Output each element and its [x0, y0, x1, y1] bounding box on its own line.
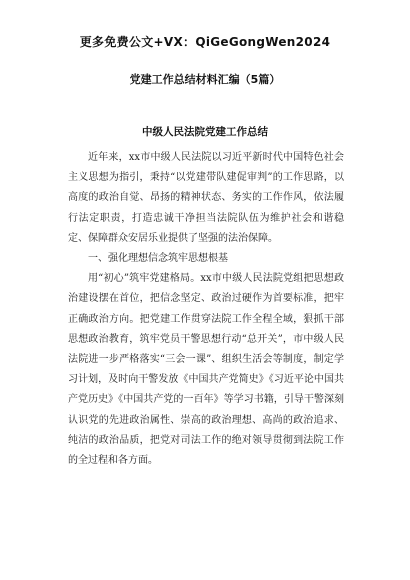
paragraph-section-1: 用“初心”筑牢党建格局。xx市中级人民法院党组把思想政治建设摆在首位，把信念坚定、政治过硬作为首要标准，把牢正确政治方向。把党建工作贯穿法院工作全程全域，狠抓干部思想政治教育，筑牢党员干警思想行动“总开关”，市中级人民法院进一步严格落实“三会一课”、组织生活会等制度，制定学习计划，及时向干警发放《中国共产党简史》《习近平论中国共产党历史》《中国共产党的一百年》等学习书籍，引导干警深刻认识党的先进政治属性、崇高的政治理想、高尚的政治追求、纯洁的政治品质，把党对司法工作的绝对领导贯彻到法院工作的全过程和各方面。 [68, 273, 344, 467]
article-body [68, 148, 344, 471]
section-heading-1: 一、强化理想信念筑牢思想根基 [88, 253, 228, 265]
promo-watermark: 更多免费公文+VX：QiGeGongWen2024 [79, 35, 331, 49]
article-title: 中级人民法院党建工作总结 [142, 126, 268, 138]
collection-title: 党建工作总结材料汇编（5篇） [129, 73, 281, 86]
paragraph-intro: 近年来，xx市中级人民法院以习近平新时代中国特色社会主义思想为指引，秉持“以党建带队建促审判”的工作思路，以高度的政治自觉、昂扬的精神状态、务实的工作作风，依法履行法定职责，打造忠诚干净担当法院队伍为维护社会和谐稳定、保障群众安居乐业提供了坚强的法治保障。 [68, 152, 344, 244]
